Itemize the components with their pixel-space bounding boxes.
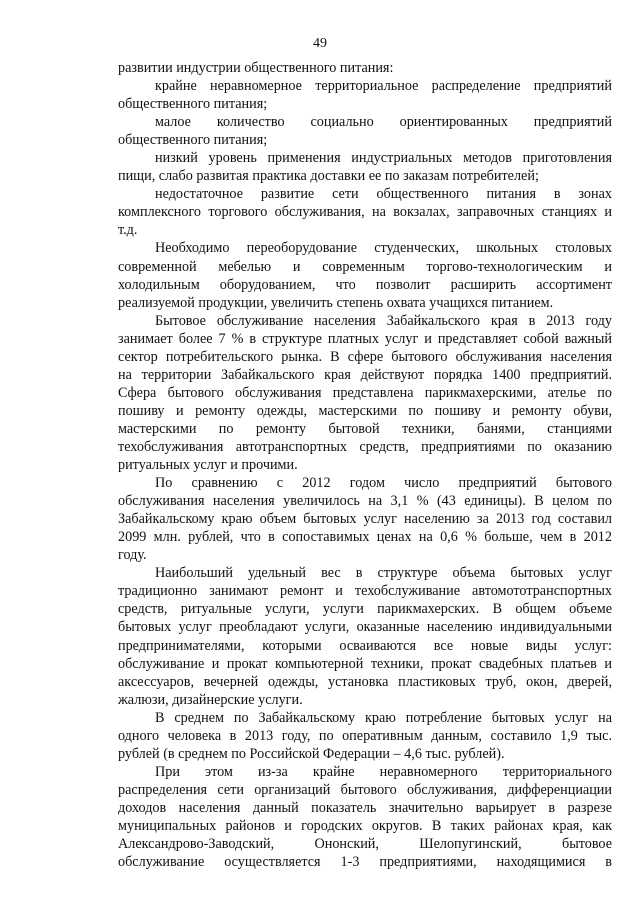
text-line: современной мебелью и современным торгово-технологическим и — [118, 258, 612, 275]
text-line: По сравнению с 2012 годом число предприятий бытового — [155, 475, 612, 492]
text-line: рублей (в среднем по Российской Федерации – 4,6 тыс. рублей). — [118, 745, 505, 762]
text-line: 2099 млн. рублей, что в сопоставимых ценах на 0,6 % больше, чем в 2012 — [118, 529, 612, 546]
text-line: обслуживание осуществляется 1-3 предприятиями, находящимися в — [118, 854, 612, 871]
text-line: средств, ритуальные услуги, услуги парикмахерских. В общем объеме — [118, 601, 612, 618]
text-line: низкий уровень применения индустриальных методов приготовления — [155, 150, 612, 167]
text-line: бытовых услуг преобладают услуги, оказанные населению индивидуальными — [118, 619, 612, 636]
text-line: т.д. — [118, 222, 138, 239]
text-line: недостаточное развитие сети общественного питания в зонах — [155, 186, 612, 203]
text-line: малое количество социально ориентированных предприятий — [155, 114, 612, 131]
text-line: муниципальных районов и городских округов. В таких районах края, как — [118, 817, 612, 834]
text-line: техобслуживания автотранспортных средств, предприятиями по оказанию — [118, 438, 612, 455]
text-line: занимает более 7 % в структуре платных услуг и представляет собой важный — [118, 330, 612, 347]
text-line: общественного питания; — [118, 132, 268, 149]
text-line: комплексного торгового обслуживания, на вокзалах, заправочных станциях и — [118, 204, 612, 221]
text-line: жалюзи, дизайнерские услуги. — [118, 691, 303, 708]
text-line: В среднем по Забайкальскому краю потребление бытовых услуг на — [155, 709, 612, 726]
text-line: крайне неравномерное территориальное распределение предприятий — [155, 78, 612, 95]
text-line: реализуемой продукции, увеличить степень охвата учащихся питанием. — [118, 294, 554, 311]
text-line: холодильным оборудованием, что позволит расширить ассортимент — [118, 276, 612, 293]
text-line: пищи, слабо развитая практика доставки ее по заказам потребителей; — [118, 168, 539, 185]
text-line: пошиву и ремонту одежды, мастерскими по пошиву и ремонту обуви, — [118, 402, 612, 419]
text-line: обслуживание и прокат компьютерной техники, прокат свадебных платьев и — [118, 655, 612, 672]
text-line: Бытовое обслуживание населения Забайкальского края в 2013 году — [155, 312, 612, 329]
text-line: развитии индустрии общественного питания: — [118, 60, 394, 76]
text-line: традиционно занимают ремонт и техобслуживание автомототранспортных — [118, 583, 612, 600]
text-line: обслуживания населения увеличилось на 3,1 % (43 единицы). В целом по — [118, 493, 612, 510]
text-line: предпринимателями, которыми осваиваются все новые виды услуг: — [118, 637, 612, 654]
page-number: 49 — [313, 36, 327, 51]
text-line: Александрово-Заводский, Ононский, Шелопугинский, бытовое — [118, 836, 612, 853]
text-line: мастерскими по ремонту бытовой техники, банями, станциями — [118, 420, 612, 437]
text-line: Необходимо переоборудование студенческих, школьных столовых — [155, 240, 612, 257]
text-line: одного человека в 2013 году, по оперативным данным, составило 1,9 тыс. — [118, 727, 612, 744]
text-line: сектор потребительского рынка. В сфере бытового обслуживания населения — [118, 348, 612, 365]
text-line: распределения сети организаций бытового обслуживания, дифференциации — [118, 781, 612, 798]
text-line: на территории Забайкальского края действуют порядка 1400 предприятий. — [118, 366, 612, 383]
text-line: аксессуаров, вечерней одежды, установка пластиковых труб, окон, дверей, — [118, 673, 612, 690]
text-line: году. — [118, 547, 147, 564]
text-line: общественного питания; — [118, 96, 268, 113]
text-line: Наибольший удельный вес в структуре объема бытовых услуг — [155, 565, 612, 582]
text-line: доходов населения данный показатель значительно варьирует в разрезе — [118, 799, 612, 816]
text-line: Забайкальскому краю объем бытовых услуг населению за 2013 год составил — [118, 511, 612, 528]
text-line: Сфера бытового обслуживания представлена парикмахерскими, ателье по — [118, 384, 612, 401]
text-body — [118, 59, 612, 871]
text-line: ритуальных услуг и прочими. — [118, 457, 298, 474]
text-line: При этом из-за крайне неравномерного территориального — [155, 763, 612, 780]
